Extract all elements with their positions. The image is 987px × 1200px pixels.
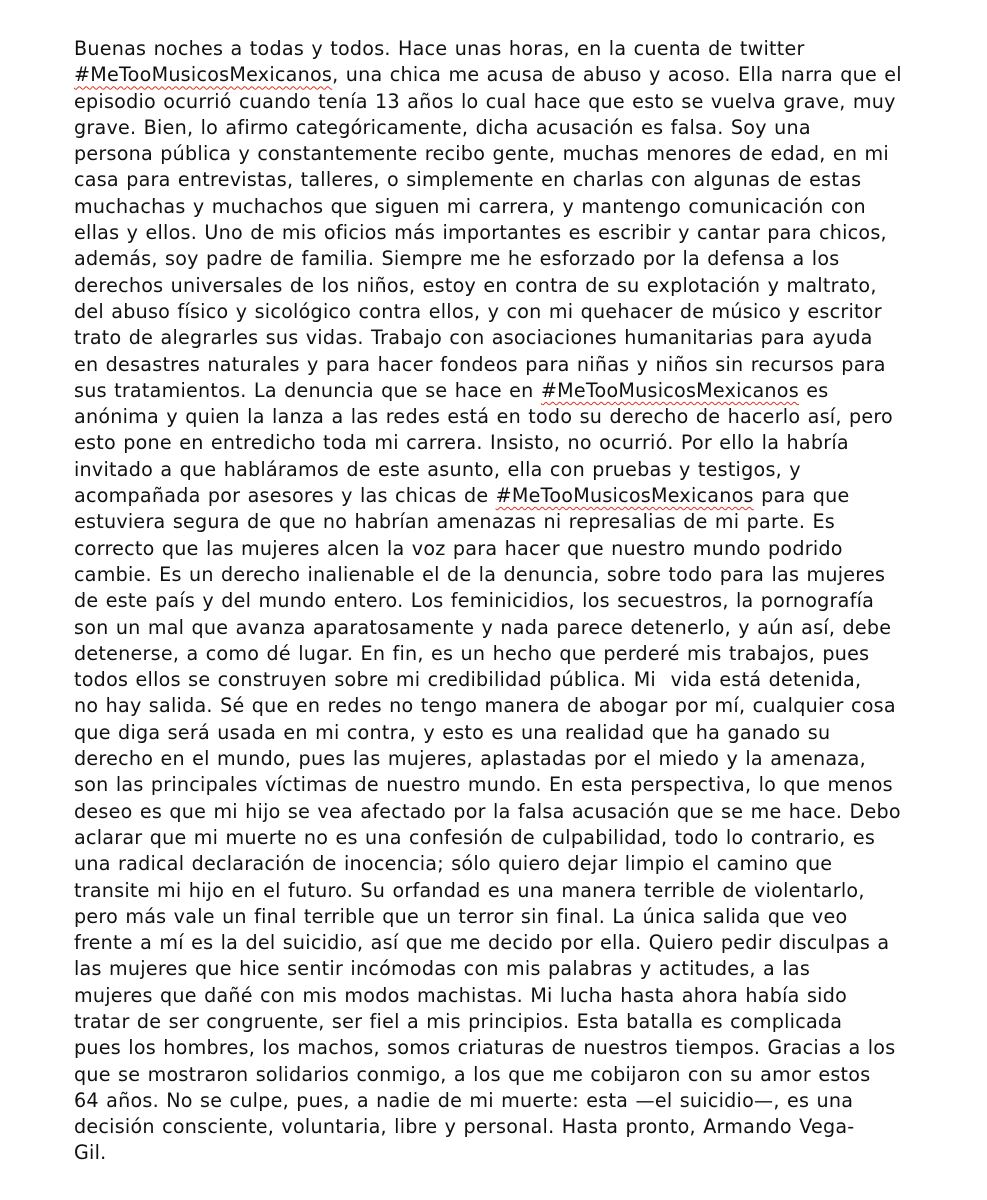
line-text: casa para entrevistas, talleres, o simplemente en charlas con algunas de estas (74, 168, 862, 192)
document-line (74, 772, 912, 798)
line-text: además, soy padre de familia. Siempre me he esforzado por la defensa a los (74, 247, 840, 271)
line-text: cambie. Es un derecho inalienable el de la denuncia, sobre todo para las mujeres (74, 562, 886, 586)
line-text: Buenas noches a todas y todos. Hace unas horas, en la cuenta de twitter (74, 37, 805, 60)
document-line (74, 667, 912, 693)
document-line (74, 141, 912, 167)
line-text: es (798, 378, 829, 402)
document-line (74, 878, 912, 904)
line-text: de este país y del mundo entero. Los feminicidios, los secuestros, la pornografía (74, 589, 875, 613)
line-text: una radical declaración de inocencia; sólo quiero dejar limpio el camino que (74, 852, 833, 876)
document-line (74, 720, 912, 746)
line-text: mujeres que dañé con mis modos machistas. Mi lucha hasta ahora había sido (74, 983, 848, 1007)
line-text: estuviera segura de que no habrían amenazas ni represalias de mi parte. Es (74, 510, 836, 534)
document-line (74, 1035, 912, 1061)
line-text: detenerse, a como dé lugar. En fin, es un hecho que perderé mis trabajos, pues (74, 641, 870, 665)
document-line (74, 851, 912, 877)
line-text: trato de alegrarles sus vidas. Trabajo con asociaciones humanitarias para ayuda (74, 326, 873, 350)
line-text: decisión consciente, voluntaria, libre y personal. Hasta pronto, Armando Vega- (74, 1115, 855, 1139)
document-line (74, 588, 912, 614)
document-line (74, 430, 912, 456)
line-text: invitado a que habláramos de este asunto, ella con pruebas y testigos, y (74, 457, 801, 481)
document-line (74, 1114, 912, 1140)
line-text: las mujeres que hice sentir incómodas con mis palabras y actitudes, a las (74, 957, 811, 981)
document-line (74, 457, 912, 483)
line-text: esto pone en entredicho toda mi carrera. Insisto, no ocurrió. Por ello la habría (74, 431, 849, 455)
document-line (74, 115, 912, 141)
line-text: son las principales víctimas de nuestro mundo. En esta perspectiva, lo que menos (74, 773, 893, 797)
document-line (74, 89, 912, 115)
document-line (74, 641, 912, 667)
document-line (74, 404, 912, 430)
line-text: tratar de ser congruente, ser fiel a mis principios. Esta batalla es complicada (74, 1009, 843, 1033)
hashtag-link[interactable]: #MeTooMusicosMexicanos (495, 484, 754, 508)
document-line (74, 220, 912, 246)
document-line (74, 378, 912, 404)
line-text: pero más vale un final terrible que un terror sin final. La única salida que veo (74, 904, 848, 928)
line-text: todos ellos se construyen sobre mi credibilidad pública. Mi vida está detenida, (74, 668, 862, 692)
line-text: del abuso físico y sicológico contra ellos, y con mi quehacer de músico y escritor (74, 299, 882, 323)
line-text: persona pública y constantemente recibo gente, muchas menores de edad, en mi (74, 142, 889, 166)
document-line (74, 62, 912, 88)
line-text: son un mal que avanza aparatosamente y nada parece detenerlo, y aún así, debe (74, 615, 892, 639)
line-text: sus tratamientos. La denuncia que se hace en (74, 378, 541, 402)
line-text: acompañada por asesores y las chicas de (74, 484, 496, 508)
document-line (74, 325, 912, 351)
line-text: frente a mí es la del suicidio, así que me decido por ella. Quiero pedir disculpas a (74, 931, 890, 955)
line-text: que diga será usada en mi contra, y esto es una realidad que ha ganado su (74, 720, 831, 744)
document-line (74, 509, 912, 535)
line-text: muchachas y muchachos que siguen mi carrera, y mantengo comunicación con (74, 194, 866, 218)
line-text: Gil. (74, 1141, 107, 1165)
line-text: , una chica me acusa de abuso y acoso. Ella narra que el (332, 63, 902, 87)
line-text: anónima y quien la lanza a las redes está en todo su derecho de hacerlo así, pero (74, 405, 893, 429)
hashtag-link[interactable]: #MeTooMusicosMexicanos (74, 63, 333, 87)
line-text: 64 años. No se culpe, pues, a nadie de mi muerte: esta —el suicidio—, es una (74, 1088, 854, 1112)
line-text: correcto que las mujeres alcen la voz para hacer que nuestro mundo podrido (74, 536, 843, 560)
document-line (74, 273, 912, 299)
line-text: pues los hombres, los machos, somos criaturas de nuestros tiempos. Gracias a los (74, 1036, 896, 1060)
document-line (74, 246, 912, 272)
line-text: que se mostraron solidarios conmigo, a los que me cobijaron con su amor estos (74, 1062, 871, 1086)
document-line (74, 352, 912, 378)
line-text: grave. Bien, lo afirmo categóricamente, dicha acusación es falsa. Soy una (74, 115, 811, 139)
document-line (74, 930, 912, 956)
document-line (74, 1009, 912, 1035)
line-text: derecho en el mundo, pues las mujeres, aplastadas por el miedo y la amenaza, (74, 747, 866, 771)
hashtag-link[interactable]: #MeTooMusicosMexicanos (540, 378, 799, 402)
line-text: deseo es que mi hijo se vea afectado por la falsa acusación que se me hace. Debo (74, 799, 901, 823)
line-text: aclarar que mi muerte no es una confesión de culpabilidad, todo lo contrario, es (74, 825, 876, 849)
document-line (74, 693, 912, 719)
line-text: no hay salida. Sé que en redes no tengo manera de abogar por mí, cualquier cosa (74, 694, 896, 718)
document-line (74, 483, 912, 509)
letter-document (74, 36, 924, 1167)
line-text: ellas y ellos. Uno de mis oficios más importantes es escribir y cantar para chicos, (74, 221, 887, 245)
document-line (74, 746, 912, 772)
line-text: transite mi hijo en el futuro. Su orfandad es una manera terrible de violentarlo, (74, 878, 865, 902)
document-line (74, 983, 912, 1009)
document-line (74, 299, 912, 325)
document-line (74, 562, 912, 588)
document-line (74, 1140, 912, 1166)
document-line (74, 956, 912, 982)
document-line (74, 194, 912, 220)
line-text: episodio ocurrió cuando tenía 13 años lo cual hace que esto se vuelva grave, muy (74, 89, 896, 113)
line-text: para que (753, 484, 850, 508)
document-line (74, 167, 912, 193)
line-text: derechos universales de los niños, estoy en contra de su explotación y maltrato, (74, 273, 877, 297)
document-line (74, 1062, 912, 1088)
document-line (74, 36, 912, 62)
document-line (74, 799, 912, 825)
document-line (74, 904, 912, 930)
document-line (74, 615, 912, 641)
document-line (74, 536, 912, 562)
document-line (74, 825, 912, 851)
line-text: en desastres naturales y para hacer fondeos para niñas y niños sin recursos para (74, 352, 886, 376)
document-line (74, 1088, 912, 1114)
